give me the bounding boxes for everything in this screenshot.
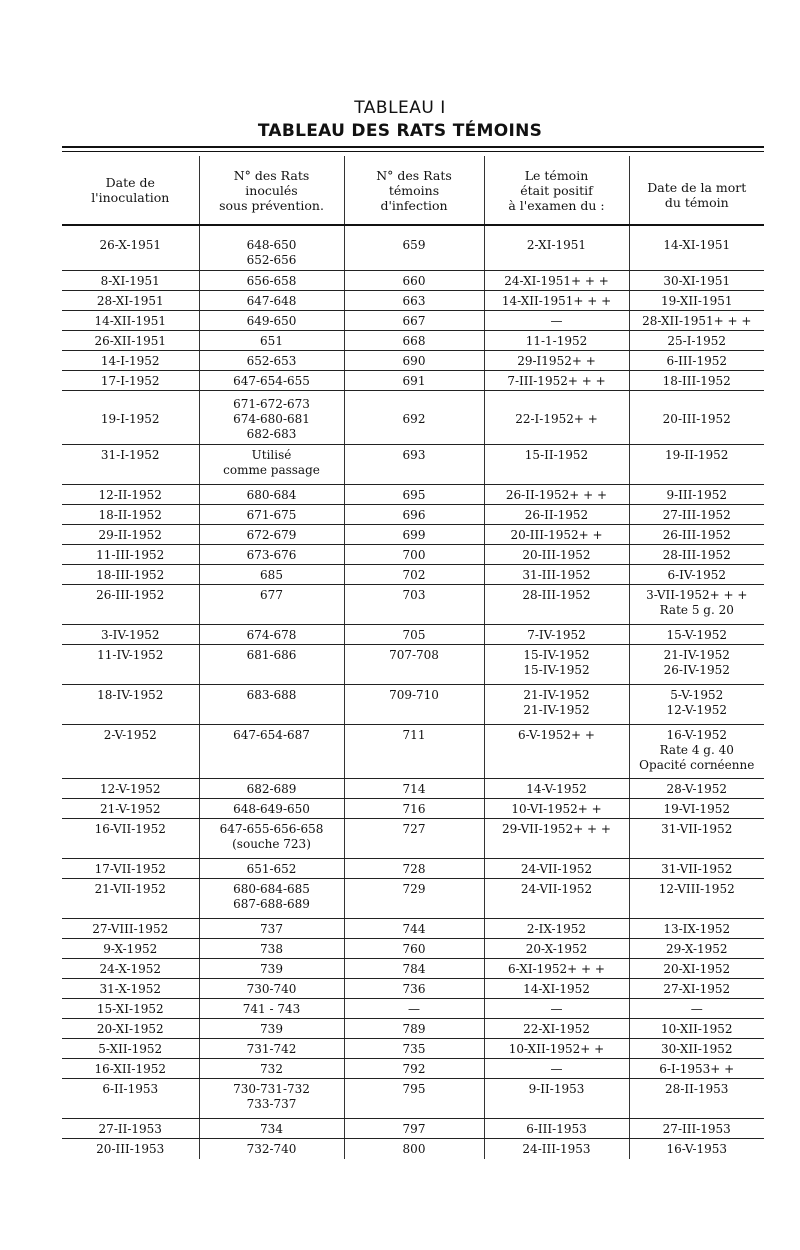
header-date-mort: Date de la mort du témoin: [629, 156, 764, 225]
cell-rat-temoin: 709-710: [344, 685, 484, 725]
cell-date-mort: 18-III-1952: [629, 371, 764, 391]
cell-temoin-positif: 24-III-1953: [484, 1139, 629, 1159]
table-row: [62, 351, 764, 371]
cell-date-mort: 27-XI-1952: [629, 979, 764, 999]
cell-date-inoculation: 27-VIII-1952: [62, 919, 199, 939]
cell-rats-inocules: 737: [199, 919, 344, 939]
table-row: [62, 291, 764, 311]
cell-date-mort: 15-V-1952: [629, 625, 764, 645]
cell-date-mort: 9-III-1952: [629, 485, 764, 505]
table-row: [62, 485, 764, 505]
cell-temoin-positif: 20-X-1952: [484, 939, 629, 959]
cell-temoin-positif: 26-II-1952: [484, 505, 629, 525]
cell-temoin-positif: 11-1-1952: [484, 331, 629, 351]
cell-temoin-positif: 10-VI-1952+ +: [484, 799, 629, 819]
cell-date-mort: 31-VII-1952: [629, 819, 764, 859]
cell-date-inoculation: 26-XII-1951: [62, 331, 199, 351]
cell-rat-temoin: 784: [344, 959, 484, 979]
cell-rat-temoin: 707-708: [344, 645, 484, 685]
cell-date-inoculation: 5-XII-1952: [62, 1039, 199, 1059]
cell-date-mort: 19-II-1952: [629, 445, 764, 485]
table-row: [62, 505, 764, 525]
cell-date-inoculation: 3-IV-1952: [62, 625, 199, 645]
cell-rat-temoin: 695: [344, 485, 484, 505]
cell-date-inoculation: 14-XII-1951: [62, 311, 199, 331]
cell-rats-inocules: 730-731-732 733-737: [199, 1079, 344, 1119]
cell-rats-inocules: 677: [199, 585, 344, 625]
cell-rat-temoin: 728: [344, 859, 484, 879]
cell-rats-inocules: 651-652: [199, 859, 344, 879]
cell-rat-temoin: 690: [344, 351, 484, 371]
cell-date-inoculation: 9-X-1952: [62, 939, 199, 959]
cell-temoin-positif: 14-V-1952: [484, 779, 629, 799]
cell-temoin-positif: 9-II-1953: [484, 1079, 629, 1119]
cell-rats-inocules: 739: [199, 959, 344, 979]
cell-date-mort: 30-XII-1952: [629, 1039, 764, 1059]
cell-date-inoculation: 21-VII-1952: [62, 879, 199, 919]
table-row: [62, 1079, 764, 1119]
header-temoin-positif: Le témoin était positif à l'examen du :: [484, 156, 629, 225]
cell-date-mort: 20-XI-1952: [629, 959, 764, 979]
cell-rat-temoin: 800: [344, 1139, 484, 1159]
cell-rats-inocules: 682-689: [199, 779, 344, 799]
cell-date-inoculation: 26-X-1951: [62, 225, 199, 271]
table-row: [62, 525, 764, 545]
table-row: [62, 1059, 764, 1079]
cell-date-mort: 30-XI-1951: [629, 271, 764, 291]
cell-date-inoculation: 6-II-1953: [62, 1079, 199, 1119]
cell-date-mort: 28-XII-1951+ + +: [629, 311, 764, 331]
table-row: [62, 445, 764, 485]
cell-rat-temoin: 699: [344, 525, 484, 545]
cell-rat-temoin: 714: [344, 779, 484, 799]
table-number-heading: TABLEAU I: [354, 98, 446, 118]
cell-temoin-positif: 22-I-1952+ +: [484, 391, 629, 445]
cell-rat-temoin: 760: [344, 939, 484, 959]
cell-rat-temoin: 703: [344, 585, 484, 625]
cell-date-mort: 19-VI-1952: [629, 799, 764, 819]
cell-temoin-positif: 20-III-1952+ +: [484, 525, 629, 545]
cell-rat-temoin: 660: [344, 271, 484, 291]
table-row: [62, 1039, 764, 1059]
cell-date-mort: 10-XII-1952: [629, 1019, 764, 1039]
cell-rats-inocules: 732-740: [199, 1139, 344, 1159]
cell-temoin-positif: 6-V-1952+ +: [484, 725, 629, 779]
cell-date-mort: 6-I-1953+ +: [629, 1059, 764, 1079]
cell-date-inoculation: 16-XII-1952: [62, 1059, 199, 1079]
cell-date-mort: 28-III-1952: [629, 545, 764, 565]
cell-date-mort: 28-V-1952: [629, 779, 764, 799]
table-row: [62, 725, 764, 779]
table-row: [62, 331, 764, 351]
cell-temoin-positif: 7-III-1952+ + +: [484, 371, 629, 391]
cell-rat-temoin: 693: [344, 445, 484, 485]
cell-temoin-positif: 31-III-1952: [484, 565, 629, 585]
header-date-inoculation: Date de l'inoculation: [62, 156, 199, 225]
cell-temoin-positif: 10-XII-1952+ +: [484, 1039, 629, 1059]
cell-temoin-positif: 22-XI-1952: [484, 1019, 629, 1039]
cell-temoin-positif: 29-VII-1952+ + +: [484, 819, 629, 859]
cell-date-inoculation: 20-XI-1952: [62, 1019, 199, 1039]
table-row: [62, 859, 764, 879]
cell-temoin-positif: 2-IX-1952: [484, 919, 629, 939]
table-row: [62, 625, 764, 645]
cell-rats-inocules: 656-658: [199, 271, 344, 291]
cell-temoin-positif: 26-II-1952+ + +: [484, 485, 629, 505]
cell-date-inoculation: 27-II-1953: [62, 1119, 199, 1139]
cell-date-mort: 27-III-1953: [629, 1119, 764, 1139]
cell-rats-inocules: 680-684: [199, 485, 344, 505]
cell-rat-temoin: 668: [344, 331, 484, 351]
cell-date-inoculation: 29-II-1952: [62, 525, 199, 545]
cell-rats-inocules: 738: [199, 939, 344, 959]
cell-rats-inocules: 739: [199, 1019, 344, 1039]
cell-temoin-positif: 24-XI-1951+ + +: [484, 271, 629, 291]
cell-temoin-positif: 28-III-1952: [484, 585, 629, 625]
cell-rats-inocules: 671-675: [199, 505, 344, 525]
cell-date-inoculation: 31-I-1952: [62, 445, 199, 485]
cell-date-inoculation: 28-XI-1951: [62, 291, 199, 311]
cell-rats-inocules: 673-676: [199, 545, 344, 565]
cell-date-inoculation: 17-I-1952: [62, 371, 199, 391]
table-row: [62, 919, 764, 939]
cell-date-mort: 25-I-1952: [629, 331, 764, 351]
table-row: [62, 819, 764, 859]
title-rule-thin: [62, 151, 764, 152]
cell-date-mort: —: [629, 999, 764, 1019]
cell-date-mort: 20-III-1952: [629, 391, 764, 445]
cell-rat-temoin: 711: [344, 725, 484, 779]
cell-rats-inocules: 647-654-687: [199, 725, 344, 779]
table-row: [62, 979, 764, 999]
cell-rats-inocules: 651: [199, 331, 344, 351]
cell-date-inoculation: 26-III-1952: [62, 585, 199, 625]
cell-date-mort: 21-IV-1952 26-IV-1952: [629, 645, 764, 685]
cell-temoin-positif: 2-XI-1951: [484, 225, 629, 271]
cell-date-mort: 28-II-1953: [629, 1079, 764, 1119]
cell-rats-inocules: Utilisé comme passage: [199, 445, 344, 485]
cell-temoin-positif: 14-XI-1952: [484, 979, 629, 999]
cell-date-mort: 26-III-1952: [629, 525, 764, 545]
cell-rat-temoin: 667: [344, 311, 484, 331]
cell-date-mort: 12-VIII-1952: [629, 879, 764, 919]
cell-rat-temoin: 789: [344, 1019, 484, 1039]
cell-temoin-positif: —: [484, 1059, 629, 1079]
cell-rat-temoin: 797: [344, 1119, 484, 1139]
cell-rat-temoin: 729: [344, 879, 484, 919]
cell-rats-inocules: 671-672-673 674-680-681 682-683: [199, 391, 344, 445]
cell-rats-inocules: 674-678: [199, 625, 344, 645]
cell-rat-temoin: 659: [344, 225, 484, 271]
cell-rat-temoin: 705: [344, 625, 484, 645]
cell-rats-inocules: 649-650: [199, 311, 344, 331]
cell-date-inoculation: 17-VII-1952: [62, 859, 199, 879]
table-title: TABLEAU DES RATS TÉMOINS: [257, 121, 543, 141]
cell-date-inoculation: 11-III-1952: [62, 545, 199, 565]
cell-date-mort: 27-III-1952: [629, 505, 764, 525]
cell-temoin-positif: 6-III-1953: [484, 1119, 629, 1139]
table-row: [62, 799, 764, 819]
cell-temoin-positif: 20-III-1952: [484, 545, 629, 565]
cell-rats-inocules: 648-650 652-656: [199, 225, 344, 271]
cell-rats-inocules: 741 - 743: [199, 999, 344, 1019]
cell-temoin-positif: 21-IV-1952 21-IV-1952: [484, 685, 629, 725]
cell-date-mort: 19-XII-1951: [629, 291, 764, 311]
cell-rat-temoin: 736: [344, 979, 484, 999]
cell-date-inoculation: 18-III-1952: [62, 565, 199, 585]
header-row: [62, 156, 764, 225]
cell-date-mort: 6-III-1952: [629, 351, 764, 371]
cell-rats-inocules: 647-655-656-658 (souche 723): [199, 819, 344, 859]
cell-date-inoculation: 18-IV-1952: [62, 685, 199, 725]
cell-temoin-positif: 6-XI-1952+ + +: [484, 959, 629, 979]
table-row: [62, 225, 764, 271]
cell-date-mort: 16-V-1952 Rate 4 g. 40 Opacité cornéenne: [629, 725, 764, 779]
cell-rats-inocules: 672-679: [199, 525, 344, 545]
table-row: [62, 565, 764, 585]
cell-temoin-positif: 24-VII-1952: [484, 859, 629, 879]
table-row: [62, 779, 764, 799]
cell-temoin-positif: 15-II-1952: [484, 445, 629, 485]
cell-rats-inocules: 730-740: [199, 979, 344, 999]
cell-rat-temoin: 702: [344, 565, 484, 585]
cell-rats-inocules: 648-649-650: [199, 799, 344, 819]
cell-date-inoculation: 19-I-1952: [62, 391, 199, 445]
cell-date-inoculation: 31-X-1952: [62, 979, 199, 999]
table-row: [62, 685, 764, 725]
cell-rat-temoin: —: [344, 999, 484, 1019]
cell-rat-temoin: 696: [344, 505, 484, 525]
cell-rats-inocules: 647-654-655: [199, 371, 344, 391]
cell-temoin-positif: 7-IV-1952: [484, 625, 629, 645]
cell-date-mort: 13-IX-1952: [629, 919, 764, 939]
cell-date-inoculation: 12-II-1952: [62, 485, 199, 505]
cell-temoin-positif: 15-IV-1952 15-IV-1952: [484, 645, 629, 685]
table-row: [62, 645, 764, 685]
table-row: [62, 391, 764, 445]
cell-rat-temoin: 727: [344, 819, 484, 859]
cell-date-inoculation: 24-X-1952: [62, 959, 199, 979]
cell-date-inoculation: 8-XI-1951: [62, 271, 199, 291]
cell-date-inoculation: 11-IV-1952: [62, 645, 199, 685]
cell-rats-inocules: 680-684-685 687-688-689: [199, 879, 344, 919]
table-row: [62, 999, 764, 1019]
cell-date-mort: 29-X-1952: [629, 939, 764, 959]
cell-rat-temoin: 744: [344, 919, 484, 939]
cell-date-inoculation: 12-V-1952: [62, 779, 199, 799]
cell-temoin-positif: —: [484, 311, 629, 331]
rats-temoins-table: [62, 156, 764, 1159]
cell-temoin-positif: —: [484, 999, 629, 1019]
cell-date-inoculation: 18-II-1952: [62, 505, 199, 525]
cell-date-mort: 5-V-1952 12-V-1952: [629, 685, 764, 725]
cell-rats-inocules: 734: [199, 1119, 344, 1139]
cell-rat-temoin: 692: [344, 391, 484, 445]
cell-temoin-positif: 29-I1952+ +: [484, 351, 629, 371]
table-row: [62, 1019, 764, 1039]
cell-date-inoculation: 21-V-1952: [62, 799, 199, 819]
cell-temoin-positif: 24-VII-1952: [484, 879, 629, 919]
cell-rats-inocules: 732: [199, 1059, 344, 1079]
cell-rats-inocules: 647-648: [199, 291, 344, 311]
table-row: [62, 545, 764, 565]
cell-rats-inocules: 685: [199, 565, 344, 585]
table-row: [62, 271, 764, 291]
table-row: [62, 959, 764, 979]
cell-date-mort: 14-XI-1951: [629, 225, 764, 271]
cell-date-mort: 31-VII-1952: [629, 859, 764, 879]
table-row: [62, 1119, 764, 1139]
cell-rat-temoin: 700: [344, 545, 484, 565]
cell-rat-temoin: 716: [344, 799, 484, 819]
table-row: [62, 939, 764, 959]
cell-rats-inocules: 683-688: [199, 685, 344, 725]
table-row: [62, 879, 764, 919]
cell-date-inoculation: 2-V-1952: [62, 725, 199, 779]
cell-date-mort: 16-V-1953: [666, 1142, 728, 1156]
table-row: [62, 1139, 764, 1159]
cell-rat-temoin: 691: [344, 371, 484, 391]
cell-date-inoculation: 15-XI-1952: [62, 999, 199, 1019]
cell-rat-temoin: 792: [344, 1059, 484, 1079]
table-row: [62, 371, 764, 391]
header-rats-temoins: N° des Rats témoins d'infection: [344, 156, 484, 225]
cell-rat-temoin: 663: [344, 291, 484, 311]
cell-rats-inocules: 652-653: [199, 351, 344, 371]
cell-date-inoculation: 16-VII-1952: [62, 819, 199, 859]
table-row: [62, 585, 764, 625]
table-row: [62, 311, 764, 331]
title-rule-thick: [62, 146, 764, 148]
header-rats-inocules: N° des Rats inoculés sous prévention.: [199, 156, 344, 225]
cell-rat-temoin: 795: [344, 1079, 484, 1119]
cell-rats-inocules: 731-742: [199, 1039, 344, 1059]
cell-rat-temoin: 735: [344, 1039, 484, 1059]
cell-date-mort: 3-VII-1952+ + + Rate 5 g. 20: [629, 585, 764, 625]
cell-temoin-positif: 14-XII-1951+ + +: [484, 291, 629, 311]
cell-date-inoculation: 14-I-1952: [62, 351, 199, 371]
cell-rats-inocules: 681-686: [199, 645, 344, 685]
cell-date-mort: 6-IV-1952: [629, 565, 764, 585]
cell-date-inoculation: 20-III-1953: [62, 1139, 199, 1159]
